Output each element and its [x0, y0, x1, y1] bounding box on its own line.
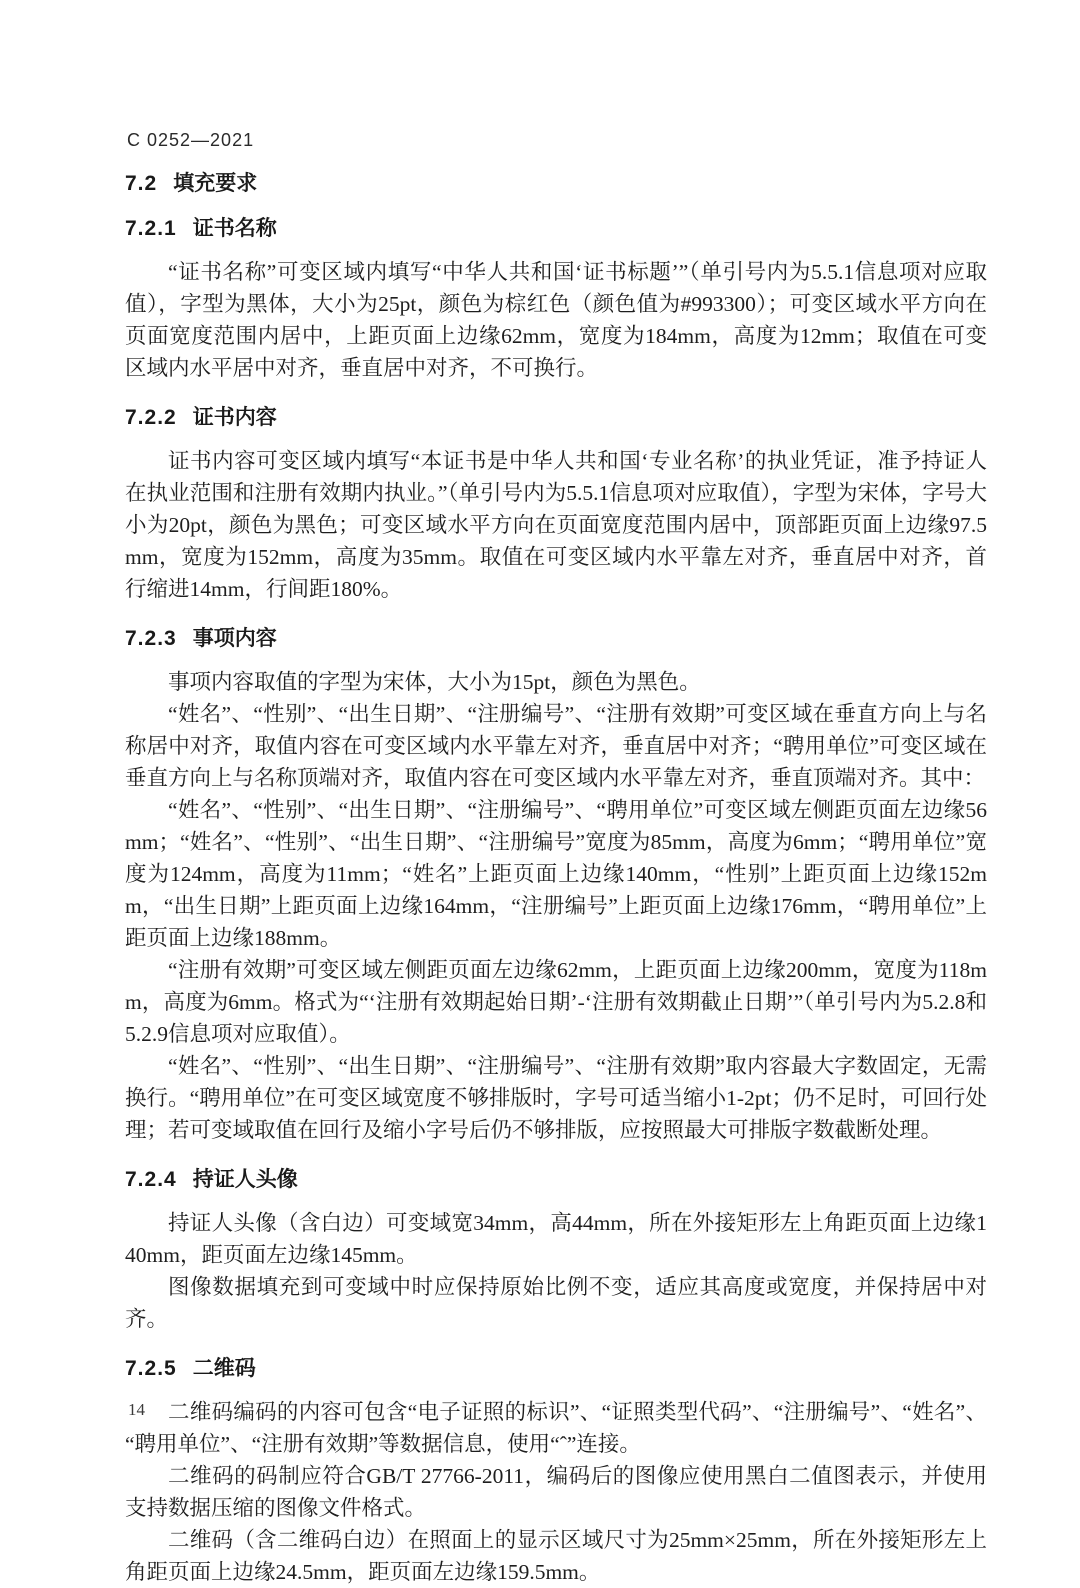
- section-number: 7.2: [125, 172, 158, 195]
- paragraph: 二维码编码的内容可包含“电子证照的标识”、“证照类型代码”、“注册编号”、“姓名”、“聘用单位”、“注册有效期”等数据信息，使用“ˆ”连接。: [125, 1400, 987, 1456]
- paragraph: “注册有效期”可变区域左侧距页面左边缘62mm，上距页面上边缘200mm，宽度为118mm，高度为6mm。格式为“‘注册有效期起始日期’-‘注册有效期截止日期’”（单引号内为5.2.8和5.2.9信息项对应取值）。: [125, 958, 987, 1046]
- paragraph: “姓名”、“性别”、“出生日期”、“注册编号”、“注册有效期”可变区域在垂直方向上与名称居中对齐，取值内容在可变区域内水平靠左对齐，垂直居中对齐；“聘用单位”可变区域在垂直方向上与名称顶端对齐，取值内容在可变区域内水平靠左对齐，垂直顶端对齐。其中：: [125, 702, 987, 790]
- section-number: 7.2.5: [125, 1357, 177, 1380]
- section-heading-7.2.4: [125, 1168, 987, 1191]
- paragraph: 证书内容可变区域内填写“本证书是中华人共和国‘专业名称’的执业凭证，准予持证人在执业范围和注册有效期内执业。”（单引号内为5.5.1信息项对应取值），字型为宋体，字号大小为20pt，颜色为黑色；可变区域水平方向在页面宽度范围内居中，顶部距页面上边缘97.5mm，宽度为152mm，高度为35mm。取值在可变区域内水平靠左对齐，垂直居中对齐，首行缩进14mm，行间距180%。: [125, 449, 987, 601]
- section-title: 证书内容: [192, 406, 277, 429]
- section-number: 7.2.2: [125, 406, 177, 429]
- section-number: 7.2.3: [125, 627, 177, 650]
- paragraph: “证书名称”可变区域内填写“中华人共和国‘证书标题’”（单引号内为5.5.1信息项对应取值），字型为黑体，大小为25pt，颜色为棕红色（颜色值为#993300）；可变区域水平方向在页面宽度范围内居中，上距页面上边缘62mm，宽度为184mm，高度为12mm；取值在可变区域内水平居中对齐，垂直居中对齐，不可换行。: [125, 260, 987, 380]
- section-title: 事项内容: [192, 627, 277, 650]
- paragraph: “姓名”、“性别”、“出生日期”、“注册编号”、“聘用单位”可变区域左侧距页面左边缘56mm；“姓名”、“性别”、“出生日期”、“注册编号”宽度为85mm，高度为6mm；“聘用单位”宽度为124mm，高度为11mm；“姓名”上距页面上边缘140mm，“性别”上距页面上边缘152mm，“出生日期”上距页面上边缘164mm，“注册编号”上距页面上边缘176mm，“聘用单位”上距页面上边缘188mm。: [125, 798, 987, 950]
- paragraph: 二维码（含二维码白边）在照面上的显示区域尺寸为25mm×25mm，所在外接矩形左上角距页面上边缘24.5mm，距页面左边缘159.5mm。: [125, 1528, 987, 1584]
- section-heading-7.2.1: [125, 217, 987, 240]
- doc-code: C 0252—2021: [127, 130, 255, 150]
- section-title: 证书名称: [192, 217, 277, 240]
- section-heading-7.2: [125, 172, 987, 195]
- page-number: 14: [128, 1400, 145, 1419]
- section-heading-7.2.3: [125, 627, 987, 650]
- section-title: 填充要求: [173, 172, 258, 195]
- document-content: [125, 168, 987, 1588]
- section-heading-7.2.5: [125, 1357, 987, 1380]
- section-heading-7.2.2: [125, 406, 987, 429]
- section-title: 二维码: [192, 1357, 256, 1380]
- paragraph: “姓名”、“性别”、“出生日期”、“注册编号”、“注册有效期”取内容最大字数固定，无需换行。“聘用单位”在可变区域宽度不够排版时，字号可适当缩小1-2pt；仍不足时，可回行处理；若可变域取值在回行及缩小字号后仍不够排版，应按照最大可排版字数截断处理。: [125, 1054, 987, 1142]
- paragraph: 图像数据填充到可变域中时应保持原始比例不变，适应其高度或宽度，并保持居中对齐。: [125, 1275, 987, 1331]
- paragraph: 二维码的码制应符合GB/T 27766-2011，编码后的图像应使用黑白二值图表示，并使用支持数据压缩的图像文件格式。: [125, 1464, 987, 1520]
- paragraph: 持证人头像（含白边）可变域宽34mm，高44mm，所在外接矩形左上角距页面上边缘140mm，距页面左边缘145mm。: [125, 1211, 987, 1267]
- section-number: 7.2.4: [125, 1168, 177, 1191]
- paragraph: 事项内容取值的字型为宋体，大小为15pt，颜色为黑色。: [168, 670, 701, 694]
- section-number: 7.2.1: [125, 217, 177, 240]
- section-title: 持证人头像: [192, 1168, 298, 1191]
